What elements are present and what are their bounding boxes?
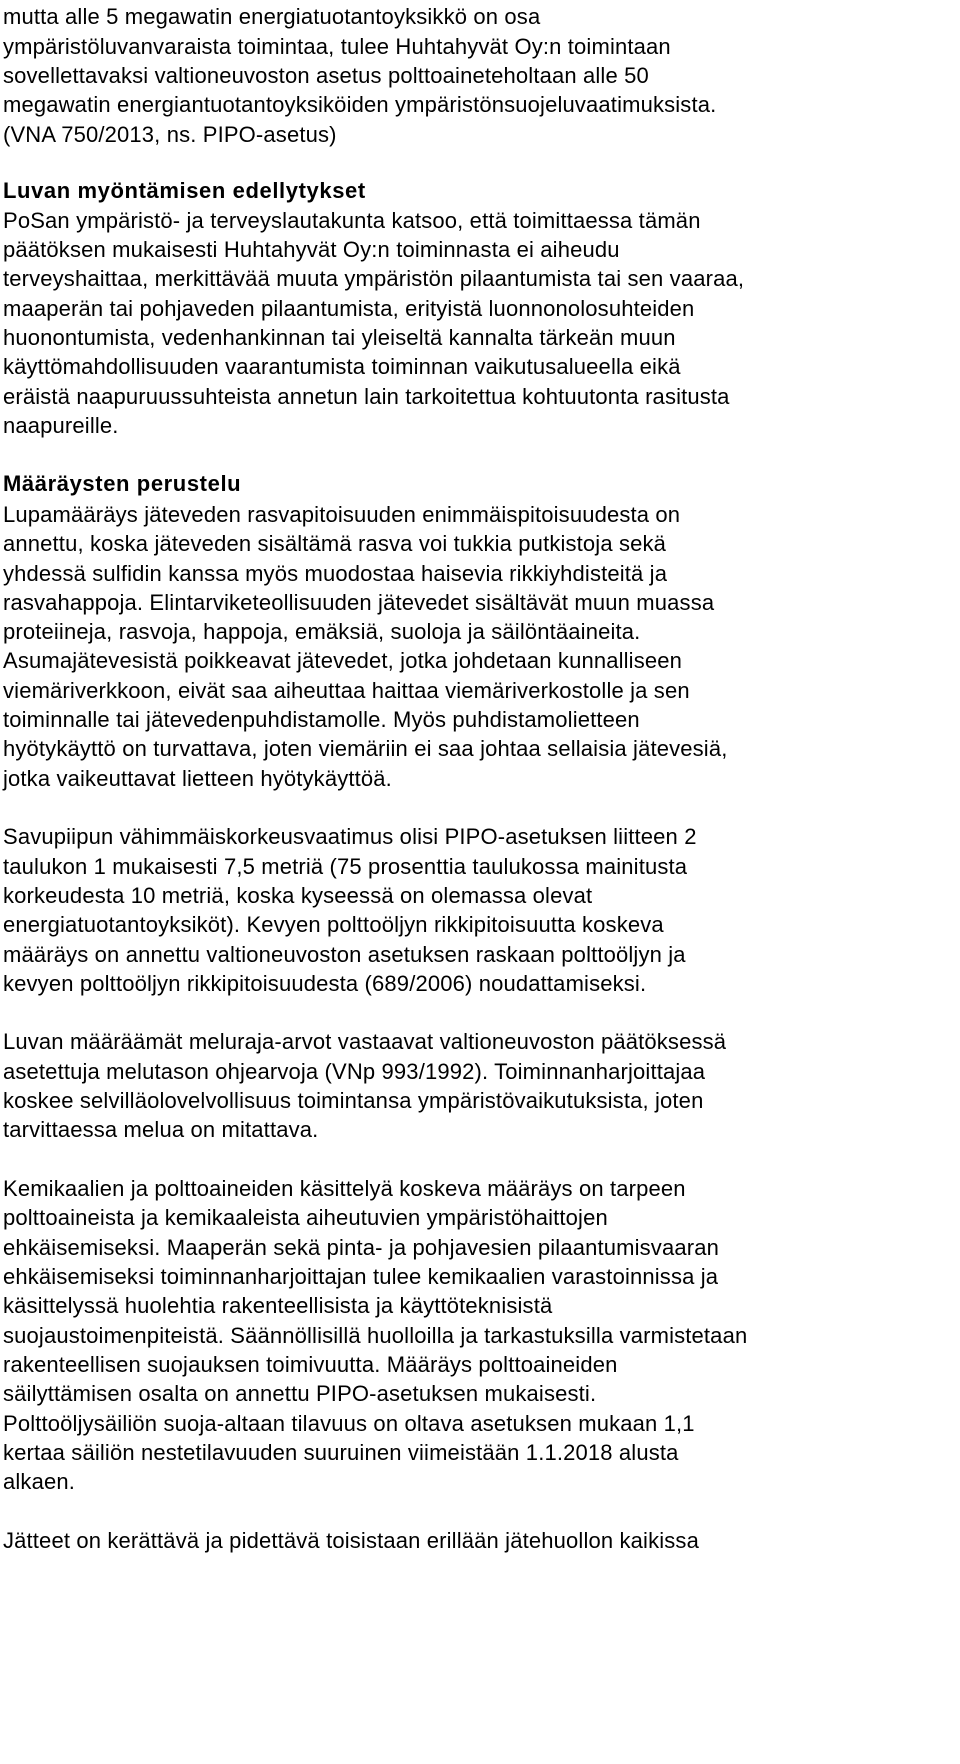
paragraph-chimney-line: taulukon 1 mukaisesti 7,5 metriä (75 prosenttia taulukossa mainitusta (3, 854, 688, 879)
paragraph-chemicals-line: käsittelyssä huolehtia rakenteellisista ja käyttöteknisistä (3, 1293, 553, 1318)
paragraph-chemicals-line: Polttoöljysäiliön suoja-altaan tilavuus on oltava asetuksen mukaan 1,1 (3, 1411, 695, 1436)
paragraph-justification-line: yhdessä sulfidin kanssa myös muodostaa haisevia rikkiyhdisteitä ja (3, 561, 668, 586)
section-heading-justification: Määräysten perustelu (3, 471, 242, 496)
paragraph-permit-conditions-line: PoSan ympäristö- ja terveyslautakunta katsoo, että toimittaessa tämän (3, 208, 701, 233)
paragraph-permit-conditions-line: käyttömahdollisuuden vaarantumista toiminnan vaikutusalueella eikä (3, 354, 681, 379)
paragraph-noise-line: koskee selvilläolovelvollisuus toimintansa ympäristövaikutuksista, joten (3, 1088, 704, 1113)
paragraph-intro-line: ympäristöluvanvaraista toimintaa, tulee Huhtahyvät Oy:n toimintaan (3, 34, 671, 59)
paragraph-chemicals-line: ehkäisemiseksi. Maaperän sekä pinta- ja pohjavesien pilaantumisvaaran (3, 1235, 719, 1260)
paragraph-chemicals-line: rakenteellisen suojauksen toimivuutta. Määräys polttoaineiden (3, 1352, 618, 1377)
paragraph-justification-line: hyötykäyttö on turvattava, joten viemäriin ei saa johtaa sellaisia jätevesiä, (3, 736, 728, 761)
paragraph-noise-line: asetettuja melutason ohjearvoja (VNp 993/1992). Toiminnanharjoittajaa (3, 1059, 706, 1084)
paragraph-chimney-line: kevyen polttoöljyn rikkipitoisuudesta (689/2006) noudattamiseksi. (3, 971, 647, 996)
paragraph-noise-line: tarvittaessa melua on mitattava. (3, 1117, 319, 1142)
paragraph-permit-conditions-line: maaperän tai pohjaveden pilaantumista, erityistä luonnonolosuhteiden (3, 296, 695, 321)
paragraph-chemicals-line: Kemikaalien ja polttoaineiden käsittelyä koskeva määräys on tarpeen (3, 1176, 686, 1201)
section-heading-permit-conditions: Luvan myöntämisen edellytykset (3, 178, 366, 203)
paragraph-permit-conditions-line: terveyshaittaa, merkittävää muuta ympäristön pilaantumista tai sen vaaraa, (3, 266, 745, 291)
paragraph-waste-line: Jätteet on kerättävä ja pidettävä toisistaan erillään jätehuollon kaikissa (3, 1528, 699, 1553)
paragraph-intro-line: megawatin energiantuotantoyksiköiden ympäristönsuojeluvaatimuksista. (3, 92, 717, 117)
paragraph-chemicals-line: polttoaineista ja kemikaaleista aiheutuvien ympäristöhaittojen (3, 1205, 608, 1230)
paragraph-permit-conditions-line: päätöksen mukaisesti Huhtahyvät Oy:n toiminnasta ei aiheudu (3, 237, 620, 262)
paragraph-justification-line: jotka vaikeuttavat lietteen hyötykäyttöä. (3, 766, 392, 791)
paragraph-permit-conditions-line: huonontumista, vedenhankinnan tai yleiseltä kannalta tärkeän muun (3, 325, 676, 350)
paragraph-chimney-line: korkeudesta 10 metriä, koska kyseessä on olemassa olevat (3, 883, 593, 908)
paragraph-chemicals-line: kertaa säiliön nestetilavuuden suuruinen viimeistään 1.1.2018 alusta (3, 1440, 679, 1465)
paragraph-chemicals-line: alkaen. (3, 1469, 75, 1494)
paragraph-justification-line: rasvahappoja. Elintarviketeollisuuden jätevedet sisältävät muun muassa (3, 590, 715, 615)
paragraph-permit-conditions-line: eräistä naapuruussuhteista annetun lain tarkoitettua kohtuutonta rasitusta (3, 384, 730, 409)
paragraph-justification-line: annettu, koska jäteveden sisältämä rasva voi tukkia putkistoja sekä (3, 531, 667, 556)
paragraph-justification-line: viemäriverkkoon, eivät saa aiheuttaa haittaa viemäriverkostolle ja sen (3, 678, 690, 703)
paragraph-chemicals-line: ehkäisemiseksi toiminnanharjoittajan tulee kemikaalien varastoinnissa ja (3, 1264, 719, 1289)
paragraph-chimney-line: määräys on annettu valtioneuvoston asetuksen raskaan polttoöljyn ja (3, 942, 686, 967)
paragraph-intro-line: (VNA 750/2013, ns. PIPO-asetus) (3, 122, 337, 147)
paragraph-justification-line: Asumajätevesistä poikkeavat jätevedet, jotka johdetaan kunnalliseen (3, 648, 683, 673)
paragraph-chimney-line: Savupiipun vähimmäiskorkeusvaatimus olisi PIPO-asetuksen liitteen 2 (3, 824, 697, 849)
paragraph-noise-line: Luvan määräämät meluraja-arvot vastaavat valtioneuvoston päätöksessä (3, 1029, 727, 1054)
paragraph-permit-conditions-line: naapureille. (3, 413, 119, 438)
paragraph-intro-line: sovellettavaksi valtioneuvoston asetus polttoaineteholtaan alle 50 (3, 63, 649, 88)
paragraph-chemicals-line: säilyttämisen osalta on annettu PIPO-asetuksen mukaisesti. (3, 1381, 597, 1406)
paragraph-justification-line: proteiineja, rasvoja, happoja, emäksiä, suoloja ja säilöntäaineita. (3, 619, 641, 644)
paragraph-chemicals-line: suojaustoimenpiteistä. Säännöllisillä huolloilla ja tarkastuksilla varmistetaan (3, 1323, 748, 1348)
paragraph-chimney-line: energiatuotantoyksiköt). Kevyen polttoöljyn rikkipitoisuutta koskeva (3, 912, 664, 937)
paragraph-justification-line: Lupamääräys jäteveden rasvapitoisuuden enimmäispitoisuudesta on (3, 502, 681, 527)
paragraph-intro-line: mutta alle 5 megawatin energiatuotantoyksikkö on osa (3, 4, 541, 29)
paragraph-justification-line: toiminnalle tai jätevedenpuhdistamolle. Myös puhdistamolietteen (3, 707, 640, 732)
